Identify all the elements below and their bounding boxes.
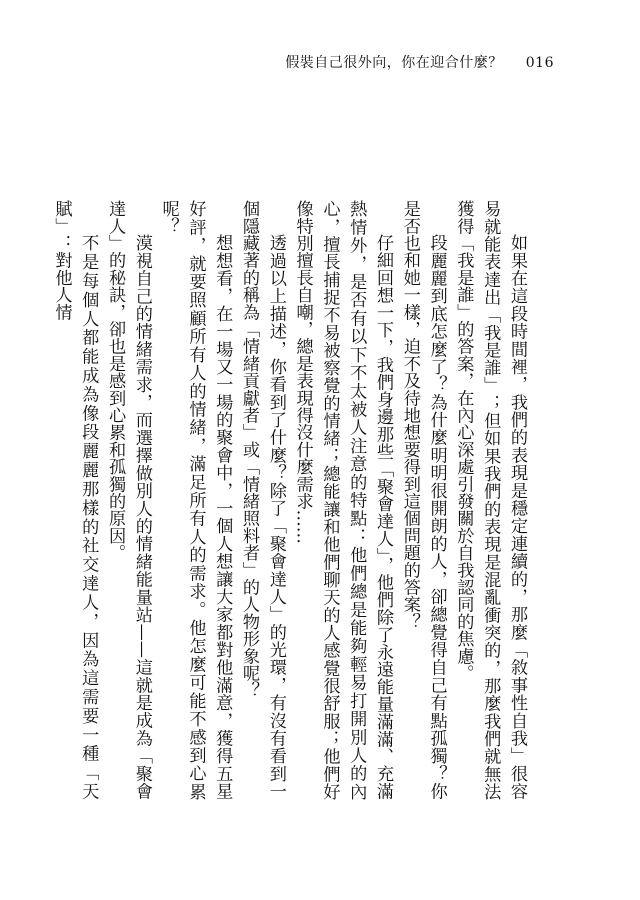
body-text <box>48 200 530 800</box>
paragraph: 仔細回想一下，我們身邊那些「聚會達人」，他們除了永遠能量滿滿、充滿熱情外，是否有以下不太被人注意的特點：他們總是能夠輕易打開別人的內心，擅長捕捉不易被察覺的情緒；總能讓和他們聊天的人感覺很舒服；他們好像特別擅長自嘲，總是表現得沒什麼需求…… <box>292 200 394 800</box>
paragraph: 不是每個人都能成為像段麗麗那樣的社交達人，因為這需要一種「天賦」：對他人情 <box>51 200 99 800</box>
paragraph: 透過以上描述，你看到了什麼？除了「聚會達人」的光環，有沒有看到一個隱藏著的稱為「情緒貢獻者」或「情緒照料者」的人物形象呢？ <box>239 200 286 800</box>
paragraph: 如果在這段時間裡，我們的表現是穩定連續的，那麼「敘事性自我」很容易就能表達出「我是誰」；但如果我們的表現是混亂衝突的，那麼我們就無法獲得「我是誰」的答案，在內心深處引發關於自我認同的焦慮。 <box>453 200 527 800</box>
chapter-title: 假裝自己很外向，你在迎合什麼？ <box>285 55 503 71</box>
paragraph: 段麗麗到底怎麼了？為什麼明明很開朗的人，卻總覺得自己有點孤獨？你是否也和她一樣，迫不及待地想要得到這個問題的答案？ <box>399 200 447 800</box>
page-number: 016 <box>525 55 554 71</box>
paragraph: 漠視自己的情緒需求，而選擇做別人的情緒能量站——這就是成為「聚會達人」的秘訣，卻也是感到心累和孤獨的原因。 <box>105 200 152 800</box>
paragraph: 想想看，在一場又一場的聚會中，一個人想讓大家都對他滿意，獲得五星好評，就要照顧所有人的情緒，滿足所有人的需求。他怎麼可能不感到心累呢？ <box>158 200 233 800</box>
running-header <box>285 52 554 72</box>
